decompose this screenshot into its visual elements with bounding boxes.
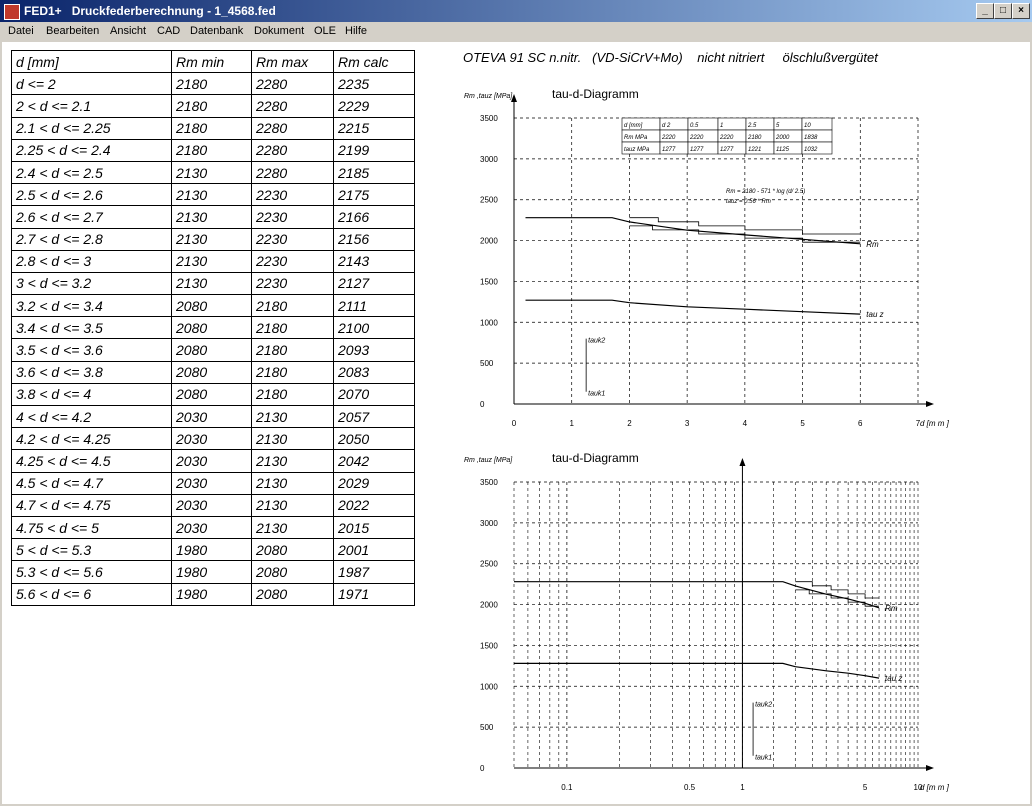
series-label: tau z	[885, 674, 903, 684]
table-cell: 2156	[334, 228, 415, 250]
table-cell: 3.6 < d <= 3.8	[12, 361, 172, 383]
x-tick-label: 6	[858, 419, 863, 428]
inset-table-text: 5	[776, 123, 780, 129]
table-cell: 2230	[252, 228, 334, 250]
inset-table-text: 2.5	[748, 123, 757, 129]
table-row	[12, 250, 415, 272]
table-cell: 2.7 < d <= 2.8	[12, 228, 172, 250]
table-row	[12, 95, 415, 117]
table-cell: 2130	[252, 516, 334, 538]
table-row	[12, 516, 415, 538]
y-tick-label: 500	[480, 359, 494, 369]
table-cell: 2130	[172, 184, 252, 206]
inset-table-text: 1	[720, 123, 724, 129]
document-area	[2, 42, 1030, 804]
menu-bearbeiten[interactable]: Bearbeiten	[46, 25, 100, 37]
series-label: Rm	[866, 239, 879, 249]
tensile-strength-table	[11, 50, 415, 606]
y-tick-label: 2000	[480, 600, 498, 610]
table-cell: 2083	[334, 361, 415, 383]
x-tick-label: 4	[742, 419, 748, 428]
table-cell: 2.5 < d <= 2.6	[12, 184, 172, 206]
table-cell: 2280	[252, 161, 334, 183]
x-tick-label: 7	[915, 419, 921, 428]
table-cell: 2015	[334, 516, 415, 538]
title-bar	[0, 0, 1032, 22]
table-header-cell: d [mm]	[12, 51, 172, 73]
table-header-row	[12, 51, 415, 73]
inset-table-text: 2220	[662, 135, 676, 141]
tauk1-label: tauk1	[588, 390, 606, 398]
table-cell: 2.1 < d <= 2.25	[12, 117, 172, 139]
x-axis-arrow	[926, 765, 934, 771]
table-cell: 2180	[252, 339, 334, 361]
formula-tauz: tauz = 0.56 * Rm	[726, 199, 771, 205]
y-axis-label: Rm ,tauz [MPa]	[464, 93, 513, 100]
table-cell: 2280	[252, 73, 334, 95]
inset-table-text: 1277	[662, 147, 676, 153]
table-cell: 5.6 < d <= 6	[12, 583, 172, 605]
tauk2-label: tauk2	[755, 701, 773, 709]
inset-table-text: 10	[804, 123, 811, 129]
table-cell: 2.6 < d <= 2.7	[12, 206, 172, 228]
y-tick-label: 0	[480, 764, 485, 773]
table-row	[12, 161, 415, 183]
table-cell: 2080	[252, 583, 334, 605]
table-row	[12, 494, 415, 516]
table-cell: 2127	[334, 272, 415, 294]
table-cell: 3.4 < d <= 3.5	[12, 317, 172, 339]
table-cell: 4 < d <= 4.2	[12, 406, 172, 428]
table-cell: 2080	[252, 539, 334, 561]
table-cell: 2185	[334, 161, 415, 183]
table-cell: 2030	[172, 450, 252, 472]
y-tick-label: 500	[480, 723, 494, 733]
x-tick-label: 1	[740, 783, 745, 792]
y-tick-label: 3500	[480, 478, 498, 487]
table-cell: 2029	[334, 472, 415, 494]
table-row	[12, 428, 415, 450]
table-cell: 2130	[172, 206, 252, 228]
tau-d-diagram-log	[456, 452, 1016, 802]
table-row	[12, 73, 415, 95]
material-nitriding: nicht nitriert	[697, 50, 765, 65]
tauk2-label: tauk2	[588, 337, 606, 345]
y-tick-label: 2500	[480, 559, 498, 569]
table-cell: 2030	[172, 472, 252, 494]
table-cell: 3.2 < d <= 3.4	[12, 295, 172, 317]
inset-table-text: d [mm]	[624, 123, 643, 129]
inset-table-text: 1838	[804, 135, 818, 141]
table-cell: 4.75 < d <= 5	[12, 516, 172, 538]
y-tick-label: 2500	[480, 195, 498, 205]
y-tick-label: 0	[480, 400, 485, 409]
table-cell: 2180	[172, 73, 252, 95]
series-line-tauz	[514, 663, 879, 678]
table-cell: 1987	[334, 561, 415, 583]
material-name: OTEVA 91 SC n.nitr.	[463, 50, 582, 65]
menu-dokument[interactable]: Dokument	[254, 25, 305, 37]
inset-table-text: 1032	[804, 147, 818, 153]
table-row	[12, 450, 415, 472]
menu-datei[interactable]: Datei	[8, 25, 34, 37]
table-cell: 2070	[334, 383, 415, 405]
table-cell: 2280	[252, 117, 334, 139]
material-header	[463, 50, 878, 65]
table-cell: 2180	[252, 383, 334, 405]
table-row	[12, 406, 415, 428]
table-cell: d <= 2	[12, 73, 172, 95]
table-row	[12, 361, 415, 383]
y-axis-arrow	[739, 458, 745, 466]
menu-hilfe[interactable]: Hilfe	[345, 25, 368, 37]
table-cell: 2001	[334, 539, 415, 561]
y-tick-label: 1500	[480, 641, 498, 651]
table-cell: 4.25 < d <= 4.5	[12, 450, 172, 472]
x-tick-label: 5	[862, 783, 868, 792]
y-axis-label: Rm ,tauz [MPa]	[464, 457, 513, 464]
inset-table-text: 1277	[720, 147, 734, 153]
x-tick-label: 0.1	[561, 783, 573, 792]
close-button[interactable]: ×	[1012, 3, 1030, 19]
app-name: FED1+	[24, 4, 62, 18]
y-tick-label: 1000	[480, 318, 498, 328]
table-header-cell: Rm calc	[334, 51, 415, 73]
table-header-cell: Rm max	[252, 51, 334, 73]
table-cell: 2130	[252, 494, 334, 516]
table-row	[12, 139, 415, 161]
table-body	[12, 73, 415, 606]
table-row	[12, 228, 415, 250]
table-cell: 2215	[334, 117, 415, 139]
table-row	[12, 383, 415, 405]
inset-table-text: Rm MPa	[624, 135, 648, 141]
table-cell: 2057	[334, 406, 415, 428]
table-cell: 1980	[172, 561, 252, 583]
window-title: FED1+ Druckfederberechnung - 1_4568.fed	[24, 4, 276, 18]
table-cell: 2030	[172, 428, 252, 450]
table-cell: 2180	[172, 117, 252, 139]
table-cell: 2180	[252, 295, 334, 317]
table-cell: 5 < d <= 5.3	[12, 539, 172, 561]
table-cell: 2230	[252, 184, 334, 206]
chart-title: tau-d-Diagramm	[552, 88, 639, 101]
table-cell: 2180	[172, 95, 252, 117]
table-row	[12, 206, 415, 228]
table-cell: 2 < d <= 2.1	[12, 95, 172, 117]
table-cell: 2093	[334, 339, 415, 361]
table-row	[12, 295, 415, 317]
table-cell: 2080	[172, 295, 252, 317]
y-tick-label: 1500	[480, 277, 498, 287]
table-row	[12, 472, 415, 494]
table-row	[12, 272, 415, 294]
table-cell: 2080	[172, 361, 252, 383]
table-header-cell: Rm min	[172, 51, 252, 73]
x-tick-label: 10	[913, 783, 923, 792]
minimize-button[interactable]: _	[976, 3, 994, 19]
table-cell: 2280	[252, 95, 334, 117]
x-tick-label: 1	[569, 419, 574, 428]
table-row	[12, 539, 415, 561]
x-axis-label: d [m m ]	[920, 783, 949, 792]
tauk1-label: tauk1	[755, 754, 773, 762]
table-row	[12, 561, 415, 583]
inset-table-text: 2220	[690, 135, 704, 141]
table-cell: 1980	[172, 539, 252, 561]
maximize-button[interactable]: □	[994, 3, 1012, 19]
table-cell: 5.3 < d <= 5.6	[12, 561, 172, 583]
table-cell: 1980	[172, 583, 252, 605]
app-icon[interactable]	[4, 4, 20, 20]
series-label: Rm	[885, 603, 898, 613]
table-cell: 4.5 < d <= 4.7	[12, 472, 172, 494]
x-axis-arrow	[926, 401, 934, 407]
y-tick-label: 2000	[480, 236, 498, 246]
inset-table-text: d 2	[662, 123, 671, 129]
x-axis-label: d [m m ]	[920, 419, 949, 428]
table-cell: 2.4 < d <= 2.5	[12, 161, 172, 183]
inset-table-text: tauz MPa	[624, 147, 650, 153]
y-tick-label: 3000	[480, 518, 498, 528]
material-composition: (VD-SiCrV+Mo)	[592, 50, 683, 65]
series-line-tauz	[526, 300, 861, 314]
table-cell: 1971	[334, 583, 415, 605]
table-row	[12, 339, 415, 361]
x-tick-label: 0	[511, 419, 517, 428]
table-cell: 2280	[252, 139, 334, 161]
table-row	[12, 117, 415, 139]
x-tick-label: 0.5	[684, 783, 696, 792]
formula-rm: Rm = 2180 - 571 * log (d/ 2.5)	[726, 189, 806, 195]
table-cell: 2130	[252, 472, 334, 494]
inset-table-text: 1277	[690, 147, 704, 153]
table-cell: 2175	[334, 184, 415, 206]
table-cell: 2080	[172, 339, 252, 361]
table-cell: 2130	[252, 450, 334, 472]
table-cell: 2199	[334, 139, 415, 161]
menu-ole[interactable]: OLE	[314, 25, 337, 37]
table-cell: 2130	[252, 428, 334, 450]
table-cell: 2111	[334, 295, 415, 317]
table-row	[12, 317, 415, 339]
table-cell: 3 < d <= 3.2	[12, 272, 172, 294]
table-cell: 2180	[252, 317, 334, 339]
table-cell: 3.8 < d <= 4	[12, 383, 172, 405]
table-cell: 2235	[334, 73, 415, 95]
inset-table-text: 2180	[748, 135, 762, 141]
y-tick-label: 3500	[480, 114, 498, 123]
table-cell: 2180	[172, 139, 252, 161]
y-tick-label: 1000	[480, 682, 498, 692]
table-cell: 2050	[334, 428, 415, 450]
table-cell: 2042	[334, 450, 415, 472]
table-cell: 2230	[252, 250, 334, 272]
series-label: tau z	[866, 310, 884, 320]
chart-title: tau-d-Diagramm	[552, 452, 639, 465]
table-cell: 2022	[334, 494, 415, 516]
inset-table-text: 1221	[748, 147, 762, 153]
material-treatment: ölschlußvergütet	[782, 50, 878, 65]
table-cell: 2229	[334, 95, 415, 117]
table-cell: 2100	[334, 317, 415, 339]
table-row	[12, 583, 415, 605]
table-cell: 2230	[252, 272, 334, 294]
table-cell: 2180	[252, 361, 334, 383]
app-title: Druckfederberechnung	[71, 4, 204, 18]
x-tick-label: 5	[800, 419, 805, 428]
x-tick-label: 2	[627, 419, 632, 428]
menu-datenbank[interactable]: Datenbank	[190, 25, 244, 37]
menu-bar	[0, 22, 1032, 42]
table-cell: 2030	[172, 406, 252, 428]
table-cell: 2080	[172, 317, 252, 339]
table-cell: 2130	[172, 272, 252, 294]
table-cell: 2130	[252, 406, 334, 428]
menu-ansicht[interactable]: Ansicht	[110, 25, 147, 37]
table-cell: 2080	[172, 383, 252, 405]
x-tick-label: 3	[684, 419, 690, 428]
table-cell: 2030	[172, 494, 252, 516]
table-cell: 2.25 < d <= 2.4	[12, 139, 172, 161]
tau-d-diagram-linear	[456, 88, 1016, 438]
table-cell: 4.2 < d <= 4.25	[12, 428, 172, 450]
table-cell: 4.7 < d <= 4.75	[12, 494, 172, 516]
table-cell: 2143	[334, 250, 415, 272]
table-cell: 2230	[252, 206, 334, 228]
table-cell: 3.5 < d <= 3.6	[12, 339, 172, 361]
inset-table-text: 2000	[776, 135, 790, 141]
y-tick-label: 3000	[480, 154, 498, 164]
table-cell: 2130	[172, 161, 252, 183]
table-cell: 2.8 < d <= 3	[12, 250, 172, 272]
file-name: 1_4568.fed	[214, 4, 276, 18]
table-cell: 2130	[172, 250, 252, 272]
table-row	[12, 184, 415, 206]
table-cell: 2130	[172, 228, 252, 250]
menu-cad[interactable]: CAD	[157, 25, 181, 37]
table-cell: 2030	[172, 516, 252, 538]
table-cell: 2080	[252, 561, 334, 583]
inset-table-text: 1125	[776, 147, 789, 153]
table-cell: 2166	[334, 206, 415, 228]
inset-table-text: 0.5	[690, 123, 699, 129]
inset-table-text: 2220	[720, 135, 734, 141]
